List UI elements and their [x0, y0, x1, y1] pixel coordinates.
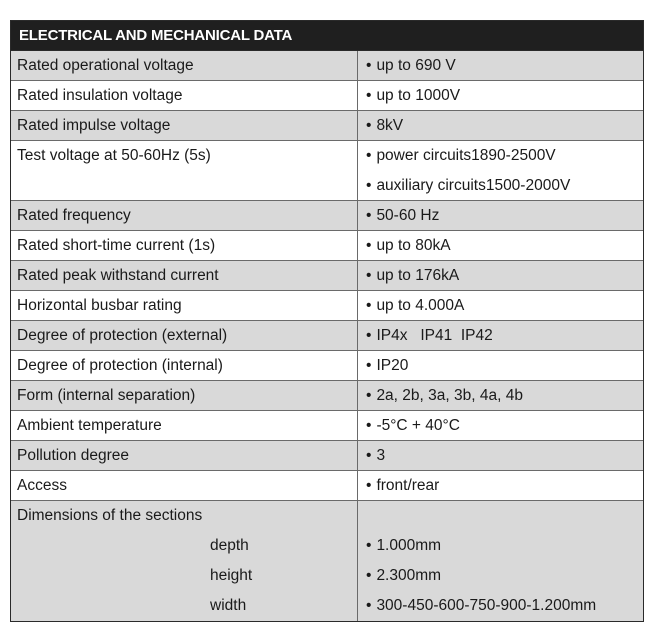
- row-label: Test voltage at 50-60Hz (5s): [17, 147, 211, 164]
- bullet-icon: •: [366, 597, 372, 614]
- row-value: • up to 80kA: [366, 237, 451, 254]
- bullet-icon: •: [366, 147, 372, 164]
- bullet-icon: •: [366, 207, 372, 224]
- bullet-icon: •: [366, 87, 372, 104]
- row-label: Rated impulse voltage: [11, 111, 358, 141]
- row-value: • IP20: [366, 357, 409, 374]
- row-label: Ambient temperature: [11, 411, 358, 441]
- row-value: • up to 1000V: [366, 87, 461, 104]
- bullet-icon: •: [366, 567, 372, 584]
- bullet-icon: •: [366, 237, 372, 254]
- row-label: Dimensions of the sections: [17, 507, 203, 524]
- row-value: • 8kV: [366, 117, 404, 134]
- row-value: • IP4x IP41 IP42: [366, 327, 493, 344]
- row-label: Degree of protection (external): [11, 321, 358, 351]
- row-value: • 2a, 2b, 3a, 3b, 4a, 4b: [366, 387, 523, 404]
- table-row: [11, 51, 643, 81]
- table-row: [11, 441, 643, 471]
- bullet-icon: •: [366, 117, 372, 134]
- table-row: [11, 351, 643, 381]
- row-value: • up to 176kA: [366, 267, 460, 284]
- row-value: • 1.000mm • 2.300mm • 300-450-600-750-900-1.200mm: [366, 537, 597, 614]
- bullet-icon: •: [366, 447, 372, 464]
- row-label: Pollution degree: [11, 441, 358, 471]
- table-row: [11, 201, 643, 231]
- electrical-mechanical-data-table: [10, 20, 644, 622]
- table-row: [11, 261, 643, 291]
- bullet-icon: •: [366, 477, 372, 494]
- row-value: • 50-60 Hz: [366, 207, 440, 224]
- bullet-icon: •: [366, 357, 372, 374]
- table-row: [11, 111, 643, 141]
- table-row: [11, 291, 643, 321]
- bullet-icon: •: [366, 327, 372, 344]
- row-value: • front/rear: [366, 477, 440, 494]
- row-label: Form (internal separation): [11, 381, 358, 411]
- table-row: [11, 471, 643, 501]
- row-value: • up to 690 V: [366, 57, 456, 74]
- table-row: [11, 411, 643, 441]
- table-row: [11, 141, 643, 201]
- bullet-icon: •: [366, 267, 372, 284]
- sub-label-height: height: [210, 567, 253, 584]
- table-row: [11, 231, 643, 261]
- row-value: • up to 4.000A: [366, 297, 465, 314]
- row-value: • power circuits1890-2500V • auxiliary circuits1500-2000V: [366, 147, 571, 194]
- row-label: Rated insulation voltage: [11, 81, 358, 111]
- bullet-icon: •: [366, 297, 372, 314]
- row-label: Rated frequency: [11, 201, 358, 231]
- bullet-icon: •: [366, 387, 372, 404]
- row-label: Rated operational voltage: [11, 51, 358, 81]
- sub-label-width: width: [210, 597, 247, 614]
- table-title: ELECTRICAL AND MECHANICAL DATA: [11, 21, 643, 51]
- bullet-icon: •: [366, 417, 372, 434]
- row-label: Access: [11, 471, 358, 501]
- row-value: • 3: [366, 447, 386, 464]
- row-label: Rated peak withstand current: [11, 261, 358, 291]
- row-label: Rated short-time current (1s): [11, 231, 358, 261]
- bullet-icon: •: [366, 57, 372, 74]
- row-value: • -5°C + 40°C: [366, 417, 460, 434]
- table-row: [11, 321, 643, 351]
- sub-label-depth: depth: [210, 537, 249, 554]
- row-label: Degree of protection (internal): [11, 351, 358, 381]
- bullet-icon: •: [366, 177, 372, 194]
- table-row: [11, 81, 643, 111]
- row-label: Horizontal busbar rating: [11, 291, 358, 321]
- table-row: [11, 501, 643, 621]
- bullet-icon: •: [366, 537, 372, 554]
- table-row: [11, 381, 643, 411]
